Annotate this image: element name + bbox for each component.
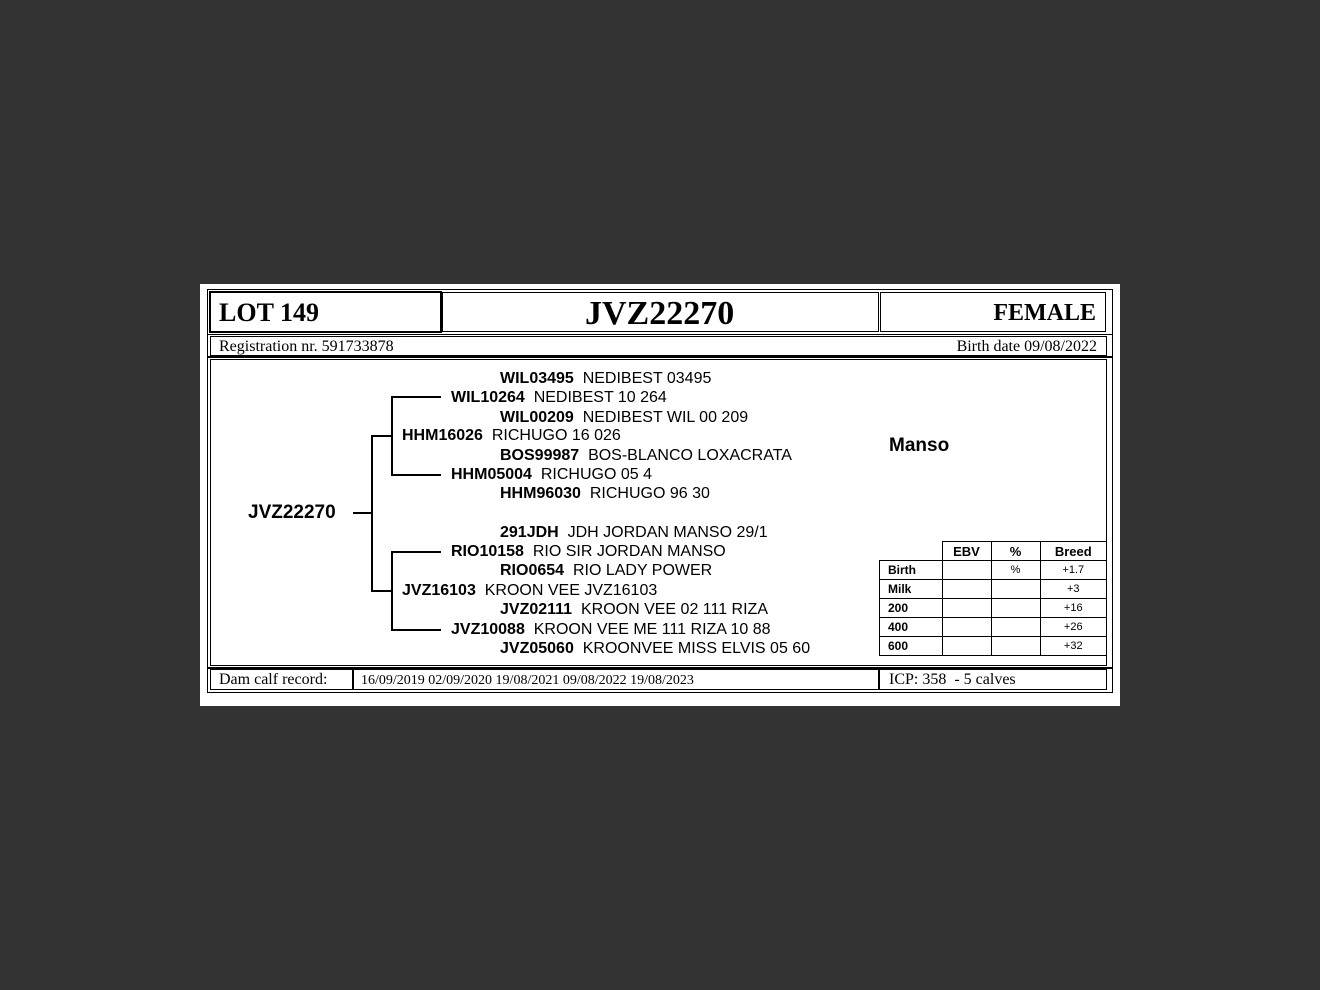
main-vertical [371, 435, 373, 591]
pedigree-ddd: JVZ05060 KROONVEE MISS ELVIS 05 60 [500, 640, 811, 657]
ebv-header-ebv: EBV [942, 542, 991, 561]
pedigree-sire: HHM16026 RICHUGO 16 026 [402, 427, 621, 444]
pedigree-sss: WIL03495 NEDIBEST 03495 [500, 370, 712, 387]
lot-card [200, 284, 1120, 706]
pedigree-dd: JVZ10088 KROON VEE ME 111 RIZA 10 88 [451, 621, 771, 638]
pedigree-dam: JVZ16103 KROON VEE JVZ16103 [402, 582, 658, 599]
pedigree-sd: HHM05004 RICHUGO 05 4 [451, 466, 652, 483]
breed-name: Manso [889, 435, 950, 456]
birth-date: Birth date 09/08/2022 [956, 338, 1097, 355]
ebv-row: Birth % +1.7 [880, 561, 1107, 580]
ebv-row: 600 +32 [880, 637, 1107, 656]
pedigree-sdd: HHM96030 RICHUGO 96 30 [500, 485, 710, 502]
ebv-row: Milk +3 [880, 580, 1107, 599]
pedigree-dss: 291JDH JDH JORDAN MANSO 29/1 [500, 524, 768, 541]
icp-value: ICP: 358 - 5 calves [889, 671, 1016, 688]
pedigree-sds: BOS99987 BOS-BLANCO LOXACRATA [500, 447, 792, 464]
pedigree-dds: JVZ02111 KROON VEE 02 111 RIZA [500, 601, 768, 618]
pedigree-ds: RIO10158 RIO SIR JORDAN MANSO [451, 543, 726, 560]
dam-vertical [391, 551, 393, 630]
ebv-row: 400 +26 [880, 618, 1107, 637]
pedigree-ss: WIL10264 NEDIBEST 10 264 [451, 389, 667, 406]
subject-connector [353, 512, 371, 514]
sex-label: FEMALE [993, 300, 1096, 326]
pedigree-dsd: RIO0654 RIO LADY POWER [500, 562, 713, 579]
animal-id-title: JVZ22270 [585, 295, 735, 332]
registration-number: Registration nr. 591733878 [219, 338, 394, 355]
sire-vertical [391, 396, 393, 475]
calf-record-dates: 16/09/2019 02/09/2020 19/08/2021 09/08/2022 19/08/2023 [361, 673, 694, 688]
ebv-header-breed: Breed [1040, 542, 1107, 561]
ebv-row: 200 +16 [880, 599, 1107, 618]
subject-id: JVZ22270 [248, 502, 336, 523]
ebv-header-pct: % [991, 542, 1040, 561]
lot-number: LOT 149 [219, 298, 319, 327]
pedigree-ssd: WIL00209 NEDIBEST WIL 00 209 [500, 409, 749, 426]
calf-record-label: Dam calf record: [219, 671, 328, 688]
ebv-table [879, 541, 1107, 656]
